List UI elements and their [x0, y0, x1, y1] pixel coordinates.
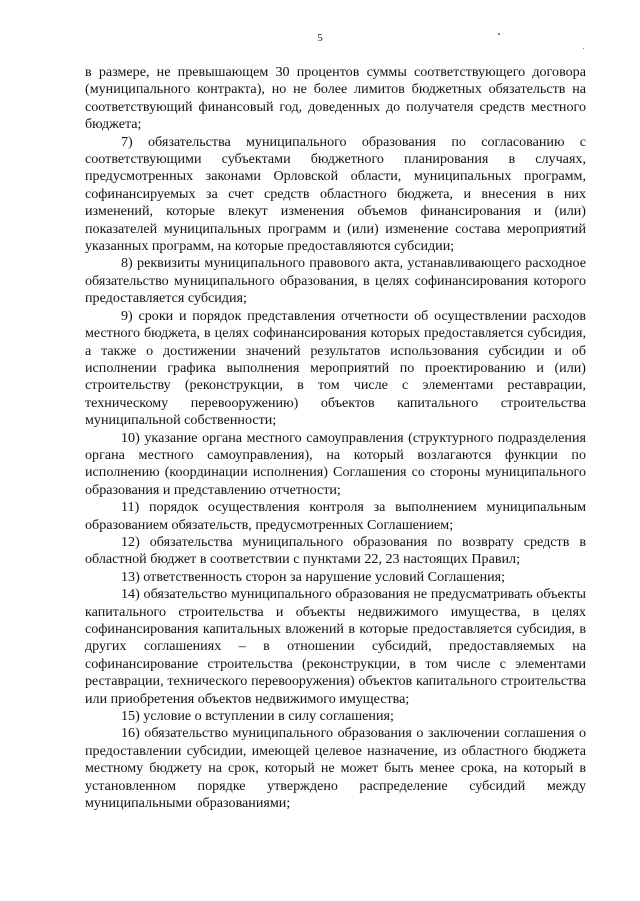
paragraph-item-11: 11) порядок осуществления контроля за выполнением муниципальным образованием обязательств, предусмотренных Соглашением;	[85, 499, 586, 533]
scan-speck	[583, 48, 584, 49]
paragraph-item-12: 12) обязательства муниципального образования по возврату средств в областной бюджет в соответствии с пунктами 22, 23 настоящих Правил;	[85, 533, 586, 568]
paragraph-item-13: 13) ответственность сторон за нарушение условий Соглашения;	[121, 568, 506, 585]
page-number: 5	[317, 32, 323, 44]
paragraph-item-8: 8) реквизиты муниципального правового акта, устанавливающего расходное обязательство муниципального образования, в целях софинансирования которого предоставляется субсидия;	[85, 255, 586, 307]
scan-speck	[498, 33, 500, 35]
paragraph-item-14: 14) обязательство муниципального образования не предусматривать объекты капитального строительства и объекты недвижимого имущества, в целях софинансирования капитальных вложений в которые предоставляется субсидия, в других соглашениях – в отношении субсидий, предоставляемых на софинансирование строительства (реконструкции, в том числе с элементами реставрации, технического перевооружения) объектов капитального строительства или приобретения объектов недвижимого имущества;	[85, 586, 586, 707]
paragraph-item-15: 15) условие о вступлении в силу соглашения;	[121, 708, 394, 725]
paragraph-item-10: 10) указание органа местного самоуправления (структурного подразделения органа местного самоуправления), на который возлагаются функции по исполнению (координации исполнения) Соглашения со стороны муниципального образования и представлению отчетности;	[85, 429, 586, 498]
paragraph-continuation: в размере, не превышающем 30 процентов суммы соответствующего договора (муниципального контракта), но не более лимитов бюджетных обязательств на соответствующий финансовый год, доведенных до получателя средств местного бюджета;	[85, 64, 586, 133]
paragraph-item-7: 7) обязательства муниципального образования по согласованию с соответствующими субъектами бюджетного планирования в случаях, предусмотренных законами Орловской области, муниципальных программ, софинансируемых за счет средств областного бюджета, и внесения в них изменений, которые влекут изменения объемов финансирования и (или) показателей муниципальных программ и (или) изменение состава мероприятий указанных программ, на которые предоставляются субсидии;	[85, 133, 586, 255]
paragraph-item-9: 9) сроки и порядок представления отчетности об осуществлении расходов местного бюджета, в целях софинансирования которых предоставляется субсидия, а также о достижении значений результатов использования субсидии и об исполнении графика выполнения мероприятий по проектированию и (или) строительству (реконструкции, в том числе с элементами реставрации, техническому перевооружению) объектов капитального строительства муниципальной собственности;	[85, 307, 586, 429]
document-body	[85, 64, 586, 812]
paragraph-item-16: 16) обязательство муниципального образования о заключении соглашения о предоставлении субсидии, имеющей целевое назначение, из областного бюджета местному бюджету на срок, который не может быть менее срока, на который в установленном порядке утверждено распределение субсидий между муниципальными образованиями;	[85, 725, 586, 812]
